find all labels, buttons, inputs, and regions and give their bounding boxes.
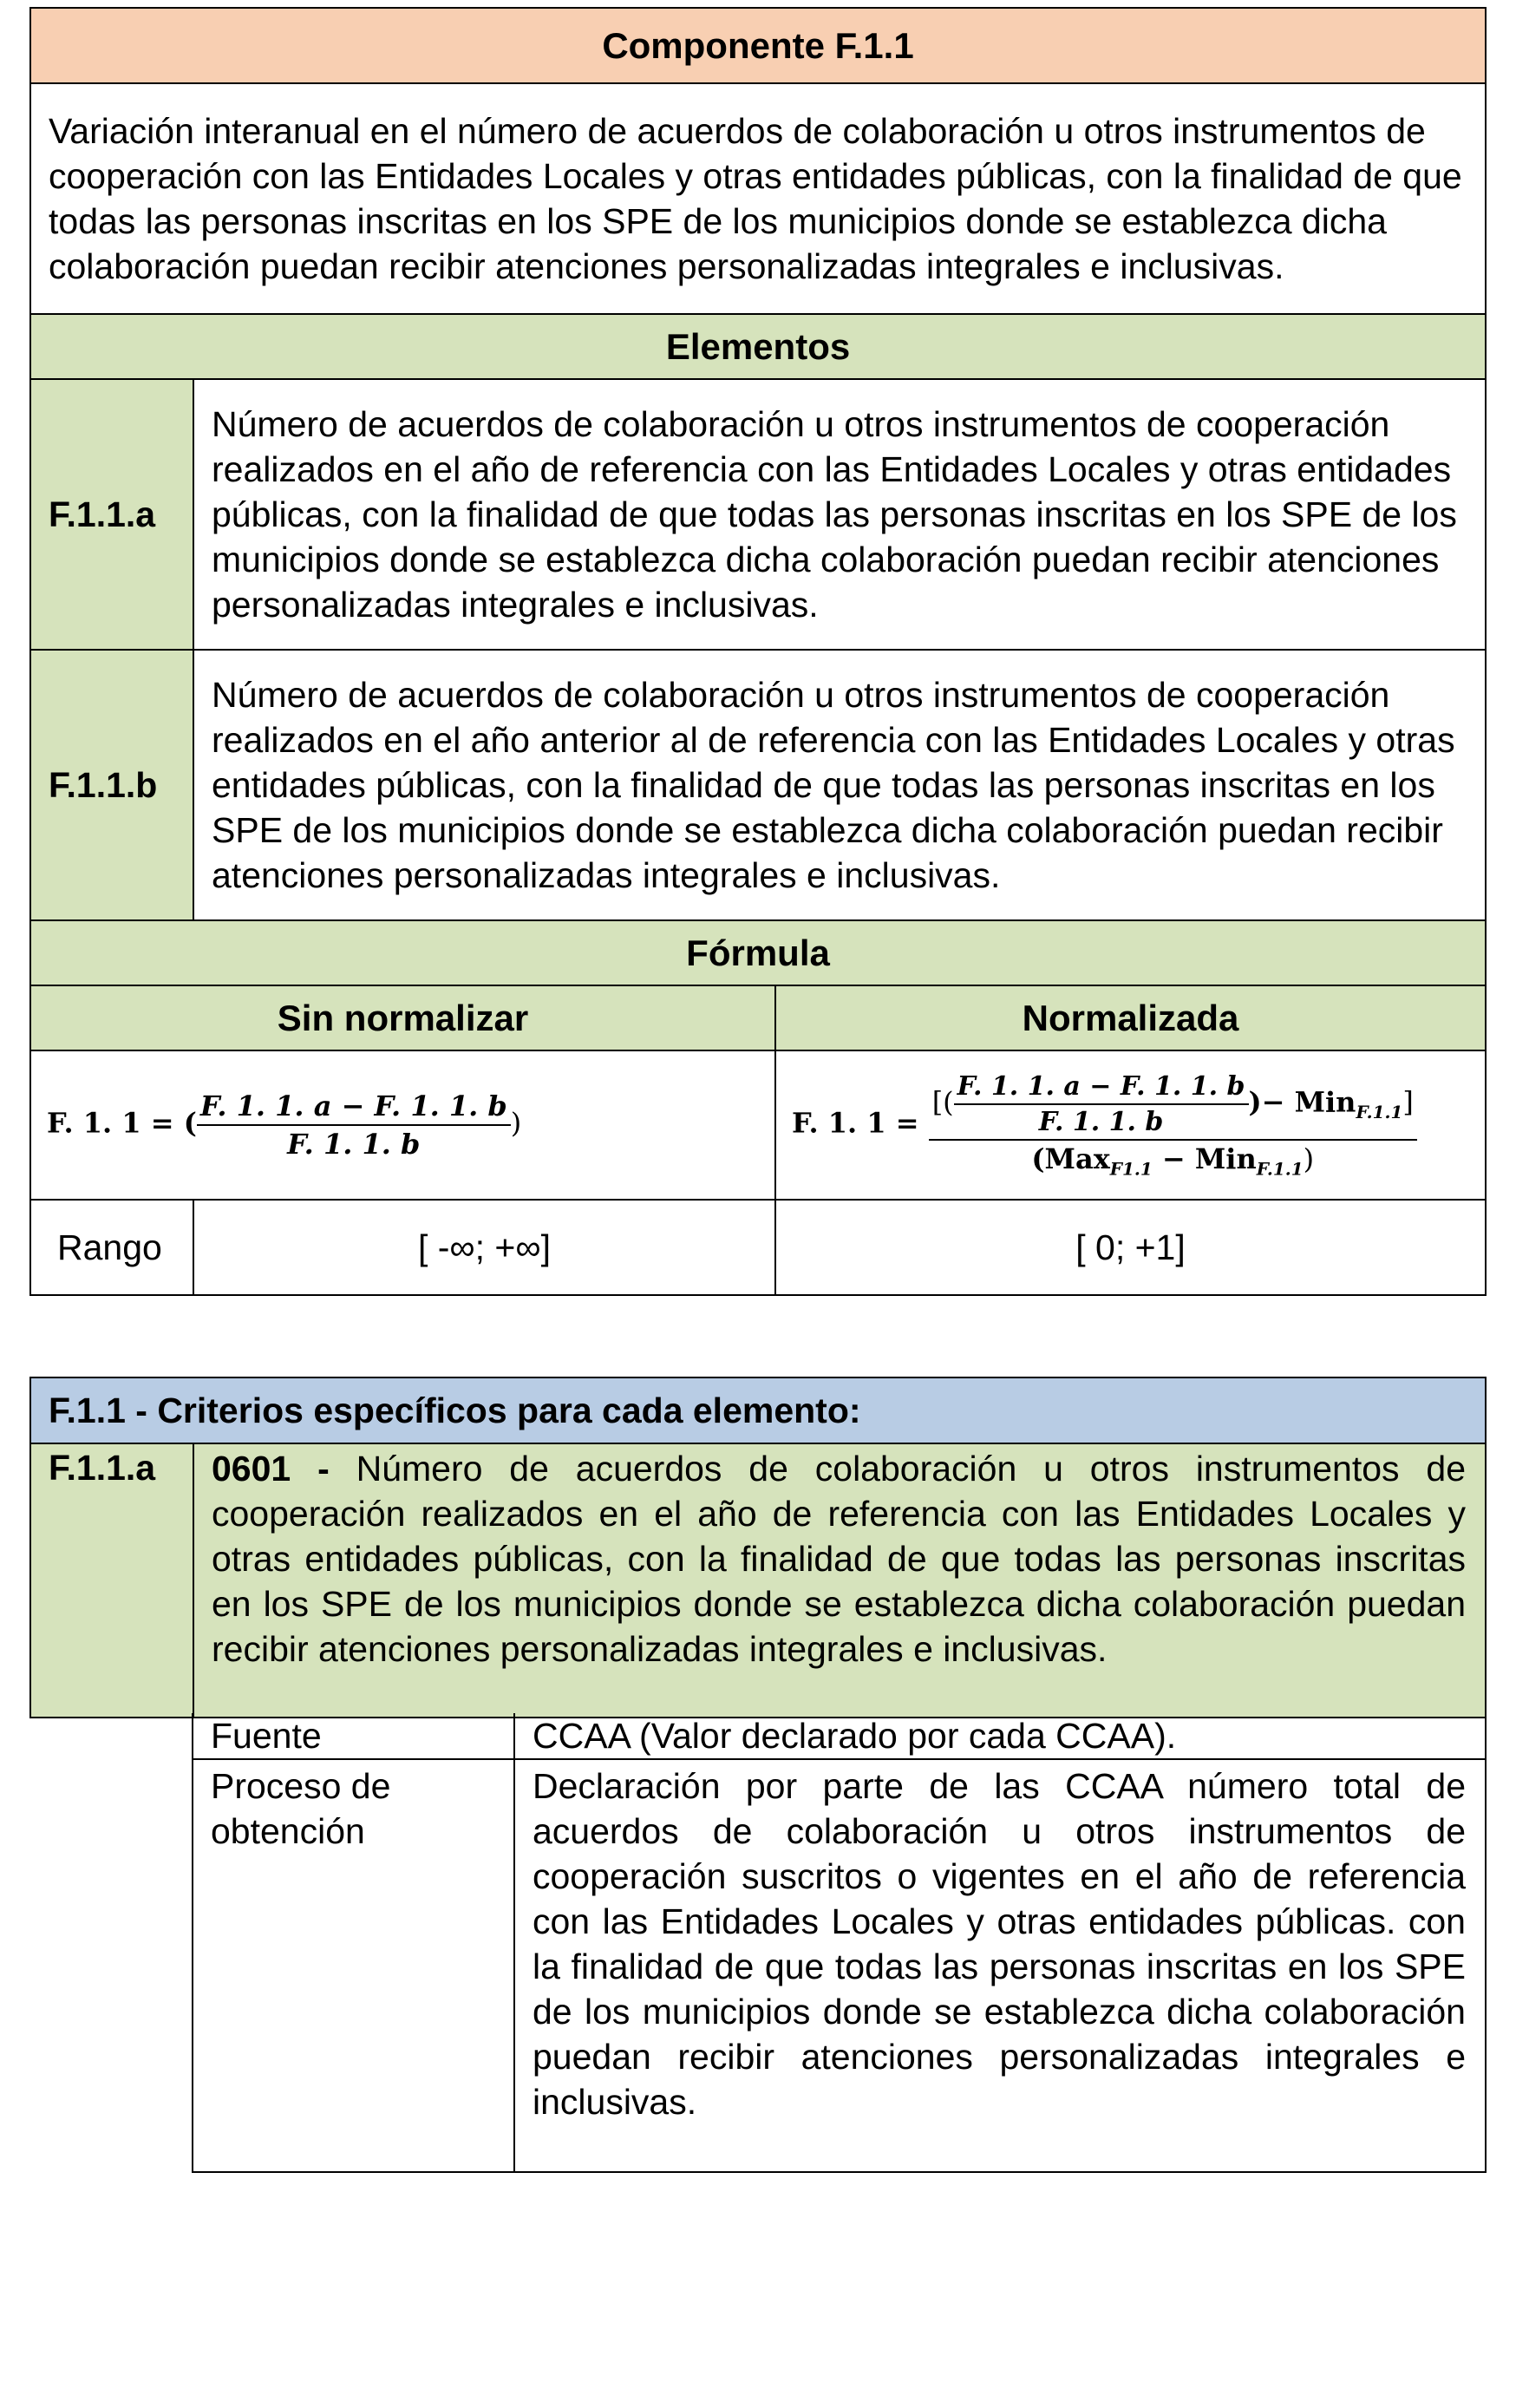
formula-raw-denominator: F. 1. 1. b [287, 1128, 421, 1161]
formula-norm-den-min-sub: F.1.1 [1256, 1158, 1304, 1180]
col-header-raw: Sin normalizar [30, 985, 775, 1050]
range-normalized: [ 0; +1] [775, 1200, 1486, 1295]
component-description: Variación interanual en el número de acuerdos de colaboración u otros instrumentos de cooperación con las Entidades Locales y otras entidades públicas, con la finalidad de que todas las personas inscritas en los SPE de los municipios donde se establezca dicha colaboración puedan recibir atenciones personalizadas integrales e inclusivas. [30, 83, 1486, 314]
element-text: Número de acuerdos de colaboración u otros instrumentos de cooperación realizados en el año anterior al de referencia con las Entidades Locales y otras entidades públicas, con la finalidad de que todas las personas inscritas en los SPE de los municipios donde se establezca dicha colaboración puedan recibir atenciones personalizadas integrales e inclusivas. [193, 650, 1486, 920]
formula-raw-lhs: F. 1. 1 = ( [47, 1106, 197, 1140]
source-label: Fuente [193, 1713, 514, 1759]
col-header-normalized: Normalizada [775, 985, 1486, 1050]
range-label: Rango [30, 1200, 193, 1295]
formula-raw-numerator: F. 1. 1. a − F. 1. 1. b [197, 1089, 511, 1126]
formula-raw-fraction [197, 1089, 511, 1161]
formula-header: Fórmula [30, 920, 1486, 985]
formula-norm-fraction [929, 1071, 1417, 1179]
criteria-element-id: F.1.1.a [30, 1443, 193, 1718]
criteria-element-text [193, 1443, 1486, 1718]
formula-norm-den-min: − Min [1152, 1142, 1257, 1175]
element-row [30, 650, 1486, 920]
formula-norm-numerator [929, 1071, 1417, 1141]
element-id: F.1.1.b [30, 650, 193, 920]
formula-norm-denominator [1028, 1141, 1317, 1179]
formula-norm-inner-denominator: F. 1. 1. b [1038, 1106, 1164, 1137]
formula-norm-max-sub: F1.1 [1109, 1158, 1153, 1180]
formula-norm-max: (Max [1031, 1142, 1110, 1175]
criteria-table [29, 1377, 1487, 1718]
element-row [30, 379, 1486, 650]
process-label: Proceso de obtención [193, 1759, 514, 2172]
formula-raw-close: ) [510, 1106, 522, 1140]
elements-header: Elementos [30, 314, 1486, 379]
formula-norm-den-close: ) [1303, 1142, 1315, 1175]
formula-norm-inner-fraction [954, 1071, 1249, 1137]
criteria-element-code: 0601 - [212, 1449, 330, 1489]
formula-norm-min-sub: F.1.1 [1356, 1101, 1403, 1122]
component-title: Componente F.1.1 [30, 8, 1486, 83]
source-value: CCAA (Valor declarado por cada CCAA). [514, 1713, 1486, 1759]
formula-raw [30, 1050, 775, 1200]
criteria-details-table [192, 1713, 1487, 2173]
element-id: F.1.1.a [30, 379, 193, 650]
component-table [29, 7, 1487, 1296]
element-text: Número de acuerdos de colaboración u otros instrumentos de cooperación realizados en el año de referencia con las Entidades Locales y otras entidades públicas, con la finalidad de que todas las personas inscritas en los SPE de los municipios donde se establezca dicha colaboración puedan recibir atenciones personalizadas integrales e inclusivas. [193, 379, 1486, 650]
formula-norm-end: ] [1402, 1085, 1414, 1119]
process-value: Declaración por parte de las CCAA número total de acuerdos de colaboración u otros instrumentos de cooperación suscritos o vigentes en el año de referencia con las Entidades Locales y otras entidades públicas. con la finalidad de que todas las personas inscritas en los SPE de los municipios donde se establezca dicha colaboración puedan recibir atenciones personalizadas integrales e inclusivas. [514, 1759, 1486, 2172]
formula-norm-lhs: F. 1. 1 = [792, 1106, 929, 1140]
formula-norm-inner-numerator: F. 1. 1. a − F. 1. 1. b [954, 1071, 1249, 1105]
criteria-header: F.1.1 - Criterios específicos para cada elemento: [30, 1377, 1486, 1443]
formula-normalized [775, 1050, 1486, 1200]
formula-norm-open: [( [931, 1085, 954, 1119]
range-raw: [ -∞; +∞] [193, 1200, 775, 1295]
formula-norm-min: )− Min [1248, 1085, 1356, 1119]
criteria-element-description: Número de acuerdos de colaboración u otros instrumentos de cooperación realizados en el año de referencia con las Entidades Locales y otras entidades públicas, con la finalidad de que todas las personas inscritas en los SPE de los municipios donde se establezca dicha colaboración puedan recibir atenciones personalizadas integrales e inclusivas. [212, 1449, 1467, 1669]
